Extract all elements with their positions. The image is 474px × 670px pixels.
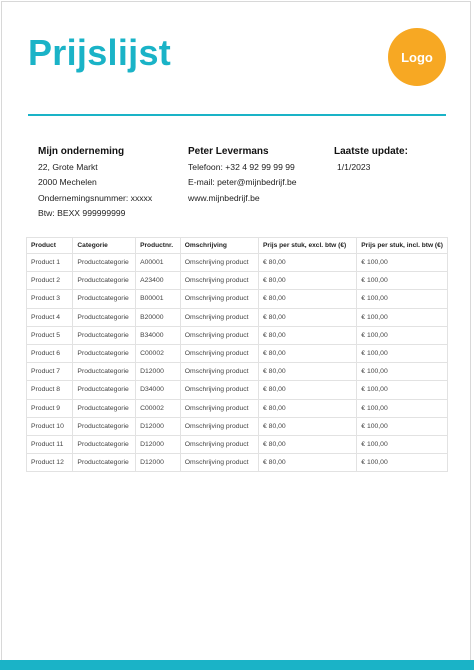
company-reg-number: Ondernemingsnummer: xxxxx xyxy=(38,192,153,203)
cell-description: Omschrijving product xyxy=(180,381,258,399)
cell-category: Productcategorie xyxy=(73,344,136,362)
update-date: 1/1/2023 xyxy=(337,161,371,172)
table-row xyxy=(27,399,448,417)
cell-category: Productcategorie xyxy=(73,417,136,435)
table-header-row xyxy=(27,238,448,254)
cell-price-incl: € 100,00 xyxy=(357,290,448,308)
cell-product-number: A23400 xyxy=(136,272,181,290)
cell-price-excl: € 80,00 xyxy=(259,254,357,272)
cell-price-excl: € 80,00 xyxy=(259,454,357,472)
cell-description: Omschrijving product xyxy=(180,417,258,435)
cell-price-incl: € 100,00 xyxy=(357,308,448,326)
cell-price-incl: € 100,00 xyxy=(357,326,448,344)
contact-website: www.mijnbedrijf.be xyxy=(188,192,260,203)
company-name: Mijn onderneming xyxy=(38,146,125,157)
cell-product-number: D12000 xyxy=(136,417,181,435)
cell-product-number: D12000 xyxy=(136,454,181,472)
cell-description: Omschrijving product xyxy=(180,399,258,417)
footer-bar xyxy=(0,660,474,670)
cell-description: Omschrijving product xyxy=(180,290,258,308)
header-price-incl: Prijs per stuk, incl. btw (€) xyxy=(357,238,448,254)
cell-product: Product 2 xyxy=(27,272,73,290)
cell-product: Product 5 xyxy=(27,326,73,344)
cell-product: Product 1 xyxy=(27,254,73,272)
cell-description: Omschrijving product xyxy=(180,254,258,272)
cell-description: Omschrijving product xyxy=(180,363,258,381)
cell-price-incl: € 100,00 xyxy=(357,417,448,435)
table-row xyxy=(27,326,448,344)
table-row xyxy=(27,381,448,399)
cell-product-number: D34000 xyxy=(136,381,181,399)
contact-email: E-mail: peter@mijnbedrijf.be xyxy=(188,177,297,187)
cell-product-number: D12000 xyxy=(136,363,181,381)
cell-price-excl: € 80,00 xyxy=(259,435,357,453)
table-body xyxy=(27,254,448,472)
contact-name: Peter Levermans xyxy=(188,146,269,157)
cell-product-number: A00001 xyxy=(136,254,181,272)
table-row xyxy=(27,290,448,308)
cell-price-incl: € 100,00 xyxy=(357,399,448,417)
cell-product-number: B34000 xyxy=(136,326,181,344)
cell-category: Productcategorie xyxy=(73,381,136,399)
header-product: Product xyxy=(27,238,73,254)
cell-price-incl: € 100,00 xyxy=(357,363,448,381)
table-row xyxy=(27,454,448,472)
cell-category: Productcategorie xyxy=(73,363,136,381)
cell-price-excl: € 80,00 xyxy=(259,344,357,362)
update-label: Laatste update: xyxy=(334,146,408,157)
cell-price-incl: € 100,00 xyxy=(357,435,448,453)
cell-category: Productcategorie xyxy=(73,308,136,326)
cell-description: Omschrijving product xyxy=(180,272,258,290)
update-info xyxy=(334,144,408,175)
cell-product: Product 3 xyxy=(27,290,73,308)
cell-category: Productcategorie xyxy=(73,326,136,344)
cell-category: Productcategorie xyxy=(73,254,136,272)
cell-description: Omschrijving product xyxy=(180,435,258,453)
cell-description: Omschrijving product xyxy=(180,454,258,472)
company-info xyxy=(38,144,152,222)
cell-price-incl: € 100,00 xyxy=(357,254,448,272)
cell-category: Productcategorie xyxy=(73,399,136,417)
cell-price-incl: € 100,00 xyxy=(357,381,448,399)
cell-category: Productcategorie xyxy=(73,454,136,472)
company-vat: Btw: BEXX 999999999 xyxy=(38,208,126,218)
cell-product: Product 6 xyxy=(27,344,73,362)
cell-description: Omschrijving product xyxy=(180,308,258,326)
cell-price-excl: € 80,00 xyxy=(259,381,357,399)
table-row xyxy=(27,254,448,272)
cell-product: Product 9 xyxy=(27,399,73,417)
cell-price-excl: € 80,00 xyxy=(259,272,357,290)
cell-product-number: B20000 xyxy=(136,308,181,326)
table-row xyxy=(27,272,448,290)
company-address-line2: 2000 Mechelen xyxy=(38,177,97,187)
cell-price-incl: € 100,00 xyxy=(357,272,448,290)
page-title: Prijslijst xyxy=(28,32,172,73)
price-table xyxy=(26,237,448,472)
header-category: Categorie xyxy=(73,238,136,254)
cell-description: Omschrijving product xyxy=(180,344,258,362)
contact-phone: Telefoon: +32 4 92 99 99 99 xyxy=(188,161,295,172)
cell-price-excl: € 80,00 xyxy=(259,363,357,381)
cell-price-excl: € 80,00 xyxy=(259,399,357,417)
table-row xyxy=(27,435,448,453)
cell-category: Productcategorie xyxy=(73,290,136,308)
cell-product: Product 4 xyxy=(27,308,73,326)
cell-price-incl: € 100,00 xyxy=(357,454,448,472)
cell-category: Productcategorie xyxy=(73,435,136,453)
header-divider xyxy=(28,114,446,116)
cell-product: Product 8 xyxy=(27,381,73,399)
cell-product-number: C00002 xyxy=(136,399,181,417)
cell-description: Omschrijving product xyxy=(180,326,258,344)
cell-price-excl: € 80,00 xyxy=(259,308,357,326)
cell-price-excl: € 80,00 xyxy=(259,326,357,344)
table-row xyxy=(27,363,448,381)
cell-product-number: B00001 xyxy=(136,290,181,308)
logo-label: Logo xyxy=(401,49,433,65)
header-description: Omschrijving xyxy=(180,238,258,254)
contact-info xyxy=(188,144,297,206)
header-price-excl: Prijs per stuk, excl. btw (€) xyxy=(259,238,357,254)
cell-product-number: C00002 xyxy=(136,344,181,362)
header-product-number: Productnr. xyxy=(136,238,181,254)
table-row xyxy=(27,308,448,326)
cell-product: Product 10 xyxy=(27,417,73,435)
cell-price-incl: € 100,00 xyxy=(357,344,448,362)
cell-price-excl: € 80,00 xyxy=(259,290,357,308)
cell-product: Product 12 xyxy=(27,454,73,472)
company-address-line1: 22, Grote Markt xyxy=(38,161,98,172)
cell-product: Product 11 xyxy=(27,435,73,453)
logo-placeholder xyxy=(388,28,446,86)
table-row xyxy=(27,417,448,435)
cell-product-number: D12000 xyxy=(136,435,181,453)
cell-price-excl: € 80,00 xyxy=(259,417,357,435)
cell-product: Product 7 xyxy=(27,363,73,381)
table-row xyxy=(27,344,448,362)
cell-category: Productcategorie xyxy=(73,272,136,290)
